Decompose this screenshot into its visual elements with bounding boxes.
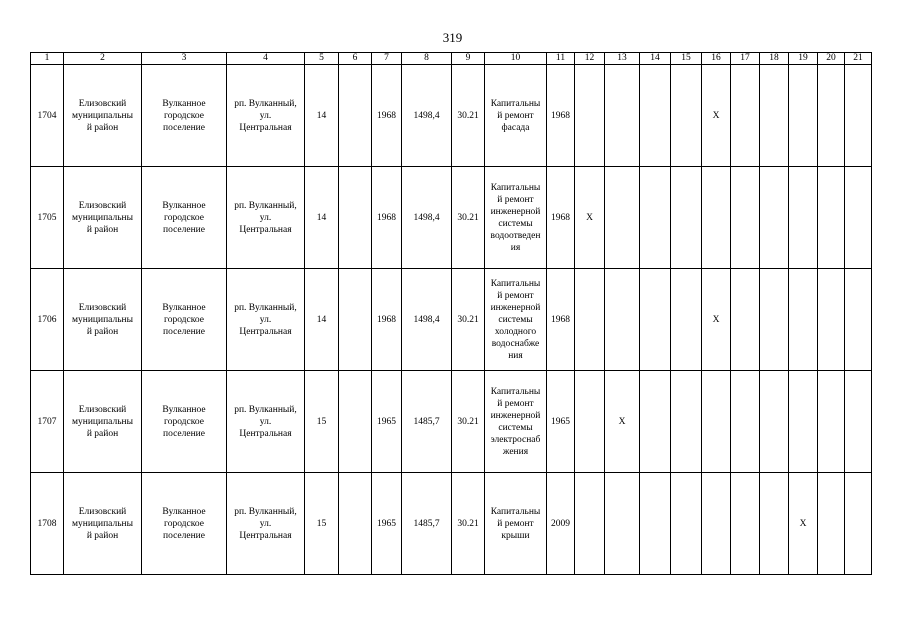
column-header: 8 (402, 53, 452, 65)
table-cell (31, 473, 64, 575)
column-header: 9 (452, 53, 485, 65)
cell-text: Капитальны й ремонт инженерной системы холодного водоснабже ния (490, 278, 541, 361)
table-cell (702, 167, 731, 269)
table-cell (227, 65, 305, 167)
table-cell (227, 269, 305, 371)
cell-text: 1707 (37, 416, 57, 427)
table-cell (142, 65, 227, 167)
table-row (31, 473, 872, 575)
table-cell (402, 65, 452, 167)
column-header: 13 (605, 53, 640, 65)
table-cell (760, 371, 789, 473)
cell-text: Елизовский муниципальны й район (71, 404, 134, 439)
table-cell (702, 371, 731, 473)
cell-text: Елизовский муниципальны й район (71, 200, 134, 235)
table-cell (818, 269, 845, 371)
table-cell (575, 167, 605, 269)
cell-text: 30.21 (457, 314, 479, 325)
cell-text: 1968 (377, 110, 396, 121)
table-cell (31, 65, 64, 167)
cell-text: рп. Вулканный, ул. Центральная (234, 506, 297, 541)
table-cell (818, 473, 845, 575)
cell-text: 15 (316, 518, 327, 529)
table-cell (452, 167, 485, 269)
column-header: 2 (64, 53, 142, 65)
cell-text: 1706 (37, 314, 57, 325)
table-cell (760, 269, 789, 371)
table-cell (547, 167, 575, 269)
table-cell (845, 65, 872, 167)
table-cell (402, 371, 452, 473)
document-table (30, 52, 872, 575)
table-cell (605, 65, 640, 167)
column-header: 3 (142, 53, 227, 65)
table-cell (640, 65, 671, 167)
table-cell (789, 65, 818, 167)
table-cell (702, 269, 731, 371)
cell-text: 1485,7 (413, 416, 440, 427)
table-cell (339, 473, 372, 575)
table-cell (64, 269, 142, 371)
table-cell (339, 269, 372, 371)
table-cell (402, 269, 452, 371)
table-cell (142, 473, 227, 575)
table-cell (339, 167, 372, 269)
table-cell (789, 167, 818, 269)
table-cell (31, 269, 64, 371)
table-cell (605, 473, 640, 575)
cell-text: рп. Вулканный, ул. Центральная (234, 404, 297, 439)
table-cell (402, 473, 452, 575)
page-number: 319 (442, 30, 463, 45)
cell-text: 1498,4 (413, 212, 440, 223)
table-cell (372, 473, 402, 575)
column-header: 5 (305, 53, 339, 65)
cell-text: 1965 (377, 416, 396, 427)
column-header: 4 (227, 53, 305, 65)
cell-text: X (618, 416, 626, 427)
header-row (31, 53, 872, 65)
table-cell (305, 167, 339, 269)
table-cell (605, 269, 640, 371)
table-cell (640, 371, 671, 473)
table-cell (671, 167, 702, 269)
cell-text: 1708 (37, 518, 57, 529)
table-cell (485, 473, 547, 575)
table-cell (640, 167, 671, 269)
cell-text: 1485,7 (413, 518, 440, 529)
table-cell (142, 371, 227, 473)
table-cell (372, 371, 402, 473)
table-cell (64, 65, 142, 167)
table-cell (702, 65, 731, 167)
cell-text: 1965 (551, 416, 570, 427)
table-cell (31, 167, 64, 269)
table-cell (64, 473, 142, 575)
cell-text: Елизовский муниципальны й район (71, 302, 134, 337)
cell-text: 14 (316, 110, 327, 121)
table-cell (640, 473, 671, 575)
table-cell (142, 269, 227, 371)
table-cell (64, 371, 142, 473)
table-cell (605, 371, 640, 473)
cell-text: 1498,4 (413, 110, 440, 121)
cell-text: 1968 (377, 212, 396, 223)
table-cell (731, 167, 760, 269)
table-cell (227, 473, 305, 575)
column-header: 12 (575, 53, 605, 65)
column-header: 15 (671, 53, 702, 65)
column-header: 18 (760, 53, 789, 65)
cell-text: X (712, 110, 720, 121)
cell-text: рп. Вулканный, ул. Центральная (234, 302, 297, 337)
cell-text: 1704 (37, 110, 57, 121)
table-row (31, 167, 872, 269)
cell-text: Капитальны й ремонт инженерной системы электроснаб жения (490, 386, 541, 457)
table-cell (485, 167, 547, 269)
cell-text: 1498,4 (413, 314, 440, 325)
cell-text: рп. Вулканный, ул. Центральная (234, 200, 297, 235)
cell-text: 14 (316, 314, 327, 325)
column-header: 17 (731, 53, 760, 65)
cell-text: 30.21 (457, 518, 479, 529)
column-header: 1 (31, 53, 64, 65)
table-cell (818, 371, 845, 473)
cell-text: 1968 (551, 110, 570, 121)
table-cell (818, 167, 845, 269)
table-cell (547, 473, 575, 575)
table-cell (305, 473, 339, 575)
table-cell (305, 269, 339, 371)
table-cell (305, 65, 339, 167)
column-header: 16 (702, 53, 731, 65)
cell-text: X (712, 314, 720, 325)
cell-text: 14 (316, 212, 327, 223)
table-row (31, 269, 872, 371)
table-cell (485, 65, 547, 167)
table-cell (485, 371, 547, 473)
table-cell (789, 473, 818, 575)
cell-text: Вулканное городское поселение (162, 506, 206, 541)
cell-text: 1968 (551, 314, 570, 325)
cell-text: Капитальны й ремонт фасада (490, 98, 541, 133)
cell-text: 30.21 (457, 416, 479, 427)
table-cell (227, 167, 305, 269)
table-cell (671, 371, 702, 473)
table-cell (671, 65, 702, 167)
table-cell (227, 371, 305, 473)
table-row (31, 65, 872, 167)
table-cell (731, 65, 760, 167)
column-header: 11 (547, 53, 575, 65)
table-row (31, 371, 872, 473)
cell-text: Вулканное городское поселение (162, 200, 206, 235)
cell-text: X (586, 212, 593, 223)
table-cell (305, 371, 339, 473)
table-cell (731, 371, 760, 473)
table-cell (640, 269, 671, 371)
table-cell (818, 65, 845, 167)
cell-text: Капитальны й ремонт крыши (490, 506, 541, 541)
cell-text: 1968 (551, 212, 570, 223)
cell-text: 15 (316, 416, 327, 427)
table-cell (372, 65, 402, 167)
column-header: 10 (485, 53, 547, 65)
cell-text: Вулканное городское поселение (162, 404, 206, 439)
column-header: 20 (818, 53, 845, 65)
table-cell (452, 269, 485, 371)
table-cell (731, 473, 760, 575)
table-cell (372, 167, 402, 269)
cell-text: 1968 (377, 314, 396, 325)
table-cell (575, 269, 605, 371)
table-cell (671, 269, 702, 371)
cell-text: Капитальны й ремонт инженерной системы водоотведен ия (490, 182, 541, 253)
cell-text: 30.21 (457, 110, 479, 121)
table-cell (31, 371, 64, 473)
table-cell (402, 167, 452, 269)
table-cell (547, 371, 575, 473)
table-cell (575, 473, 605, 575)
column-header: 6 (339, 53, 372, 65)
table-cell (845, 269, 872, 371)
column-header: 14 (640, 53, 671, 65)
cell-text: 2009 (551, 518, 570, 529)
cell-text: 1705 (37, 212, 57, 223)
table-cell (575, 65, 605, 167)
table-cell (372, 269, 402, 371)
cell-text: 1965 (377, 518, 396, 529)
table-cell (339, 371, 372, 473)
table-cell (789, 371, 818, 473)
table-cell (547, 269, 575, 371)
table-cell (142, 167, 227, 269)
table-cell (760, 167, 789, 269)
table-cell (760, 473, 789, 575)
table-cell (789, 269, 818, 371)
column-header: 19 (789, 53, 818, 65)
cell-text: Елизовский муниципальны й район (71, 98, 134, 133)
table-cell (605, 167, 640, 269)
cell-text: Вулканное городское поселение (162, 98, 206, 133)
cell-text: рп. Вулканный, ул. Центральная (234, 98, 297, 133)
cell-text: X (799, 518, 807, 529)
table-cell (575, 371, 605, 473)
table-cell (760, 65, 789, 167)
table-cell (845, 473, 872, 575)
table-cell (485, 269, 547, 371)
table-cell (845, 371, 872, 473)
table-cell (845, 167, 872, 269)
table-cell (64, 167, 142, 269)
table-cell (671, 473, 702, 575)
column-header: 21 (845, 53, 872, 65)
table-cell (339, 65, 372, 167)
table-cell (547, 65, 575, 167)
cell-text: 30.21 (457, 212, 479, 223)
table-cell (731, 269, 760, 371)
cell-text: Вулканное городское поселение (162, 302, 206, 337)
column-header: 7 (372, 53, 402, 65)
cell-text: Елизовский муниципальны й район (71, 506, 134, 541)
table-cell (452, 473, 485, 575)
table-cell (452, 371, 485, 473)
table-cell (702, 473, 731, 575)
table-cell (452, 65, 485, 167)
